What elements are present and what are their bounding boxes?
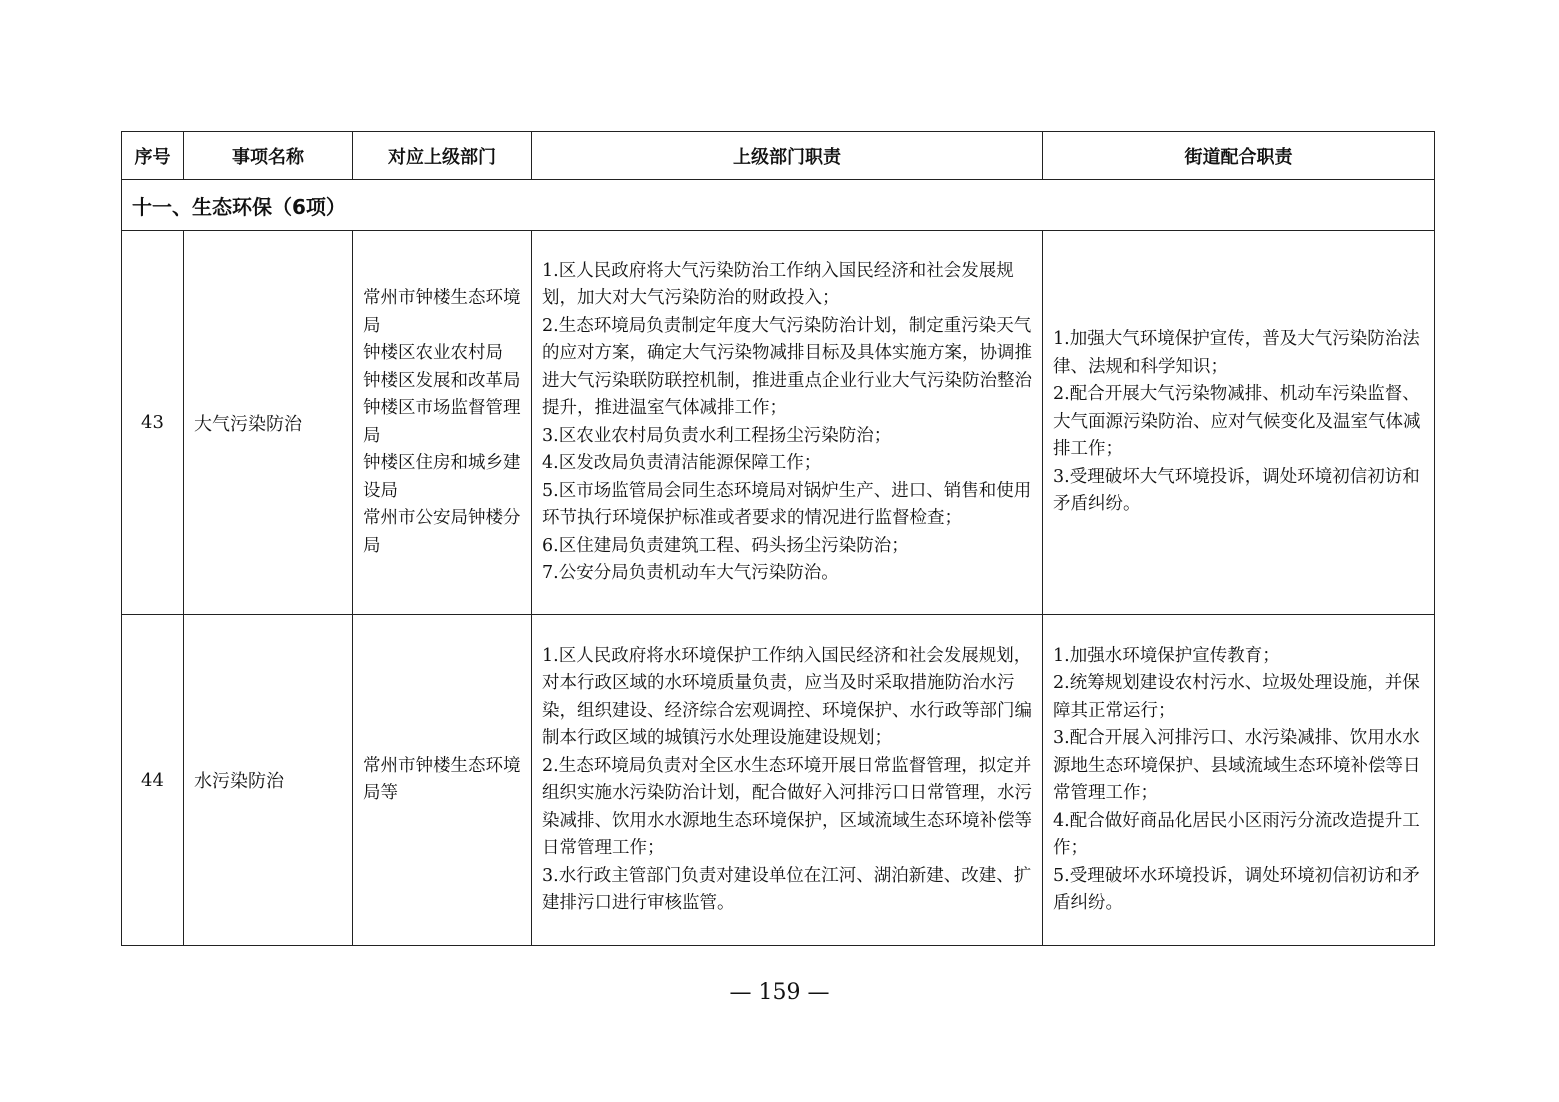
duty-item: 1.加强大气环境保护宣传，普及大气污染防治法律、法规和科学知识；: [1053, 329, 1420, 377]
table-row: [122, 231, 1435, 615]
header-upper-duties: 上级部门职责: [532, 132, 1043, 180]
dept-line: 常州市钟楼生态环境局等: [363, 755, 521, 803]
dept-line: 钟楼区发展和改革局: [363, 370, 521, 391]
duty-item: 2.生态环境局负责制定年度大气污染防治计划，制定重污染天气的应对方案，确定大气污染物减排目标及具体实施方案，协调推进大气污染联防联控机制，推进重点企业行业大气污染防治整治提升，推进温室气体减排工作；: [542, 315, 1032, 418]
dept-line: 钟楼区住房和城乡建设局: [363, 453, 521, 501]
duty-item: 1.区人民政府将大气污染防治工作纳入国民经济和社会发展规划，加大对大气污染防治的财政投入；: [542, 260, 1014, 308]
table-row: [122, 615, 1435, 946]
header-seq: 序号: [122, 132, 184, 180]
row-upper-duties: [532, 231, 1043, 615]
dept-line: 常州市钟楼生态环境局: [363, 288, 521, 336]
row-upper-duties: [532, 615, 1043, 946]
row-street-duties: [1043, 231, 1435, 615]
row-depts: [353, 231, 532, 615]
duty-item: 3.区农业农村局负责水利工程扬尘污染防治；: [542, 425, 892, 446]
row-depts: [353, 615, 532, 946]
responsibility-table: [121, 131, 1435, 946]
header-street-duties: 街道配合职责: [1043, 132, 1435, 180]
row-item-name: 水污染防治: [184, 615, 353, 946]
row-street-duties: [1043, 615, 1435, 946]
duty-item: 1.区人民政府将水环境保护工作纳入国民经济和社会发展规划，对本行政区域的水环境质量负责，应当及时采取措施防治水污染，组织建设、经济综合宏观调控、环境保护、水行政等部门编制本行政区域的城镇污水处理设施建设规划；: [542, 645, 1032, 748]
dept-line: 钟楼区市场监督管理局: [363, 398, 521, 446]
row-item-name: 大气污染防治: [184, 231, 353, 615]
row-seq: 43: [122, 231, 184, 615]
header-upper-dept: 对应上级部门: [353, 132, 532, 180]
duty-item: 3.受理破坏大气环境投诉，调处环境初信初访和矛盾纠纷。: [1053, 466, 1420, 515]
dept-line: 常州市公安局钟楼分局: [363, 508, 521, 556]
header-item-name: 事项名称: [184, 132, 353, 180]
dept-line: 钟楼区农业农村局: [363, 343, 503, 363]
duty-item: 4.配合做好商品化居民小区雨污分流改造提升工作；: [1053, 810, 1420, 858]
duty-item: 1.加强水环境保护宣传教育；: [1053, 645, 1280, 666]
duty-item: 2.配合开展大气污染物减排、机动车污染监督、大气面源污染防治、应对气候变化及温室气体减排工作；: [1053, 384, 1421, 460]
duty-item: 3.配合开展入河排污口、水污染减排、饮用水水源地生态环境保护、县域流域生态环境补偿等日常管理工作；: [1053, 728, 1421, 803]
duty-item: 2.生态环境局负责对全区水生态环境开展日常监督管理，拟定并组织实施水污染防治计划，配合做好入河排污口日常管理，水污染减排、饮用水水源地生态环境保护，区域流域生态环境补偿等日常管理工作；: [542, 755, 1032, 858]
duty-item: 2.统筹规划建设农村污水、垃圾处理设施，并保障其正常运行；: [1053, 673, 1420, 721]
duty-item: 7.公安分局负责机动车大气污染防治。: [542, 563, 839, 583]
row-seq: 44: [122, 615, 184, 946]
duty-item: 5.受理破坏水环境投诉，调处环境初信初访和矛盾纠纷。: [1053, 865, 1420, 913]
duty-item: 4.区发改局负责清洁能源保障工作；: [542, 453, 822, 473]
section-row: [122, 180, 1435, 231]
duty-item: 6.区住建局负责建筑工程、码头扬尘污染防治；: [542, 535, 909, 556]
duty-item: 5.区市场监管局会同生态环境局对锅炉生产、进口、销售和使用环节执行环境保护标准或者要求的情况进行监督检查；: [542, 480, 1032, 528]
duty-item: 3.水行政主管部门负责对建设单位在江河、湖泊新建、改建、扩建排污口进行审核监管。: [542, 865, 1032, 913]
header-row: [122, 132, 1435, 180]
page-number: — 159 —: [729, 980, 830, 1005]
section-title: 十一、生态环保（6项）: [122, 180, 1435, 231]
